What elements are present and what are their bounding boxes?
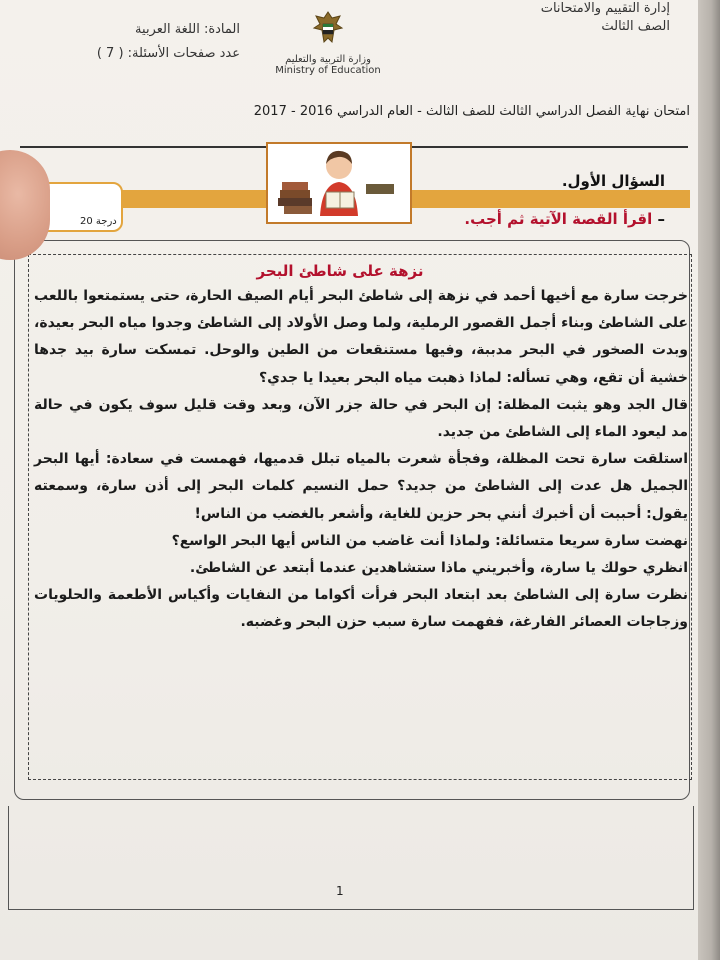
reading-child-illustration: [266, 142, 412, 224]
exam-meta: [40, 18, 240, 66]
header-line-1: إدارة التقييم والامتحانات: [540, 1, 670, 16]
ministry-name-en: Ministry of Education: [275, 65, 381, 76]
story-paragraph: نهضت سارة سريعا متسائلة: ولماذا أنت غاضب من الناس أيها البحر الواسع؟: [171, 532, 688, 549]
story-paragraph: خرجت سارة مع أخيها أحمد في نزهة إلى شاطئ البحر أيام الصيف الحارة، حتى يستمتعوا باللعب على الشاطئ وبناء أجمل القصور الرملية، ولما وصل الأولاد إلى الشاطئ وجدوا مياه البحر بعيدة، وبدت الصخور في البحر مدببة، وفيها مستنقعات من الطين والوحل. تمسكت سارة بيد جدها خشية أن تقع، وهي تسأله: لماذا ذهبت مياه البحر بعيدا يا جدي؟: [34, 288, 688, 386]
story-title: نزهة على شاطئ البحر: [256, 262, 424, 280]
question-heading: السؤال الأول.: [561, 172, 665, 190]
instruction-dash: –: [657, 210, 665, 228]
page-bottom-frame: [8, 806, 694, 910]
story-text: [34, 283, 688, 637]
pages-count-label: عدد صفحات الأسئلة: ( 7 ): [96, 46, 240, 61]
question-instruction: [464, 210, 665, 228]
exam-title: امتحان نهاية الفصل الدراسي الثالث للصف الثالث - العام الدراسي 2016 - 2017: [253, 104, 690, 119]
instruction-text: اقرأ القصة الآتية ثم أجب.: [464, 210, 653, 228]
story-paragraph: استلقت سارة تحت المظلة، وفجأة شعرت بالمياه تبلل قدميها، فهمست في سعادة: أيها البحر الجميل هل عدت إلى الشاطئ من جديد؟ حمل النسيم كلمات البحر إلى أذن سارة، وسمعته يقول: أحببت أن أخبرك أنني بحر حزين للغاية، وأشعر بالغضب من الناس!: [34, 451, 688, 522]
page-number: 1: [336, 884, 344, 898]
reading-child-icon: [268, 144, 410, 222]
story-paragraph: نظرت سارة إلى الشاطئ بعد ابتعاد البحر فرأت أكواما من النفايات وأكياس الأطعمة والحلويات وزجاجات العصائر الفارغة، ففهمت سارة سبب حزن البحر وغضبه.: [34, 587, 688, 631]
grade-label: 20 درجة: [80, 216, 117, 227]
header-department: [490, 0, 670, 36]
falcon-emblem-icon: [308, 8, 348, 48]
story-paragraph: انظري حولك يا سارة، وأخبريني ماذا ستشاهدين عندما أبتعد عن الشاطئ.: [189, 560, 688, 577]
next-page-edge: [698, 0, 720, 960]
ministry-emblem: [268, 8, 388, 76]
ministry-name-ar: وزارة التربية والتعليم: [285, 54, 371, 65]
subject-label: المادة: اللغة العربية: [135, 22, 240, 37]
header-line-2: الصف الثالث: [601, 19, 670, 34]
story-paragraph: قال الجد وهو يثبت المظلة: إن البحر في حالة جزر الآن، وبعد وقت قليل سوف يكون في حالة مد ليعود الماء إلى الشاطئ من جديد.: [34, 396, 688, 441]
